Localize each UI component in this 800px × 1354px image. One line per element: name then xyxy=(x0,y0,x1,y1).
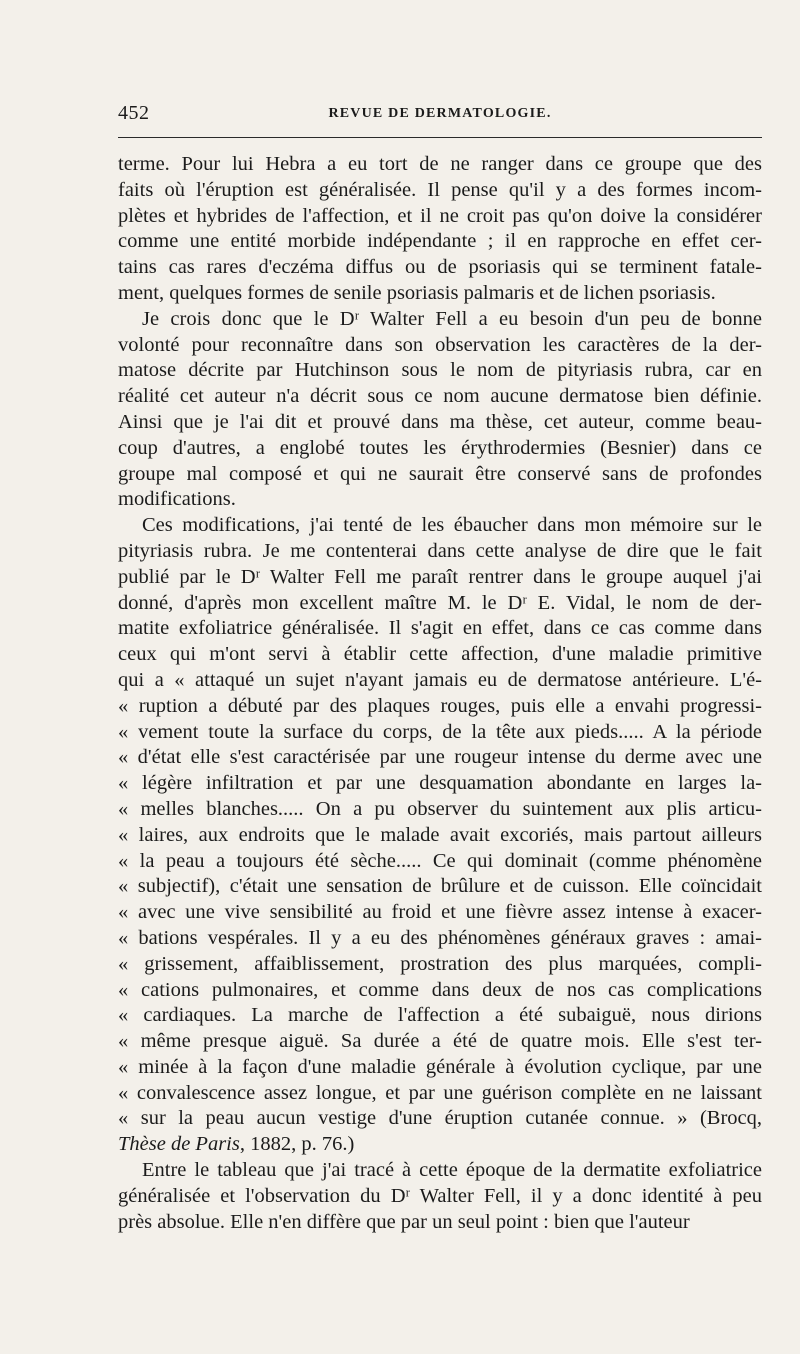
body-text xyxy=(118,152,762,1235)
text-line: « convalescence assez longue, et par une guérison complète en ne laissant xyxy=(118,1081,762,1104)
text-line: ceux qui m'ont servi à établir cette affection, d'une maladie primitive xyxy=(118,643,762,666)
text-line: « ruption a débuté par des plaques rouges, puis elle a envahi progressi- xyxy=(118,694,762,717)
text-line: Ces modifications, j'ai tenté de les ébaucher dans mon mémoire sur le xyxy=(142,514,762,537)
text-line: terme. Pour lui Hebra a eu tort de ne ranger dans ce groupe que des xyxy=(118,153,762,175)
header-rule xyxy=(118,137,762,138)
text-line: Entre le tableau que j'ai tracé à cette époque de la dermatite exfoliatrice xyxy=(142,1159,762,1182)
text-line: Thèse de Paris, 1882, p. 76.) xyxy=(118,1133,355,1156)
text-line: modifications. xyxy=(118,488,236,511)
text-line: comme une entité morbide indépendante ; il en rapproche en effet cer- xyxy=(118,230,762,253)
page-number: 452 xyxy=(118,102,150,124)
text-line: « cardiaques. La marche de l'affection a été subaiguë, nous dirions xyxy=(118,1004,762,1027)
text-line: « laires, aux endroits que le malade avait excoriés, mais partout ailleurs xyxy=(118,823,762,846)
text-line: « vement toute la surface du corps, de la tête aux pieds..... A la période xyxy=(118,720,762,743)
text-line: « d'état elle s'est caractérisée par une rougeur intense du derme avec une xyxy=(118,746,762,769)
text-line: « même presque aiguë. Sa durée a été de quatre mois. Elle s'est ter- xyxy=(118,1030,762,1053)
text-line: groupe mal composé et qui ne saurait être conservé sans de profondes xyxy=(118,462,762,485)
text-line: « avec une vive sensibilité au froid et une fièvre assez intense à exacer- xyxy=(118,901,762,924)
text-line: Je crois donc que le Dʳ Walter Fell a eu besoin d'un peu de bonne xyxy=(142,307,762,330)
text-line: « grissement, affaiblissement, prostration des plus marquées, compli- xyxy=(118,952,762,975)
text-line: réalité cet auteur n'a décrit sous ce nom aucune dermatose bien définie. xyxy=(118,385,762,408)
text-line: « subjectif), c'était une sensation de brûlure et de cuisson. Elle coïncidait xyxy=(118,875,762,898)
text-line: ment, quelques formes de senile psoriasis palmaris et de lichen psoriasis. xyxy=(118,281,716,304)
text-line: « cations pulmonaires, et comme dans deux de nos cas complications xyxy=(118,978,762,1001)
text-line: plètes et hybrides de l'affection, et il ne croit pas qu'on doive la considérer xyxy=(118,204,762,227)
text-line: « melles blanches..... On a pu observer du suintement aux plis articu- xyxy=(118,797,762,820)
text-line: coup d'autres, a englobé toutes les érythrodermies (Besnier) dans ce xyxy=(118,436,762,459)
text-line: « bations vespérales. Il y a eu des phénomènes généraux graves : amai- xyxy=(118,926,762,949)
text-line: « légère infiltration et par une desquamation abondante en larges la- xyxy=(118,772,762,795)
text-line: matose décrite par Hutchinson sous le nom de pityriasis rubra, car en xyxy=(118,359,762,382)
text-line: qui a « attaqué un sujet n'ayant jamais eu de dermatose antérieure. L'é- xyxy=(118,668,762,691)
text-line: volonté pour reconnaître dans son observation les caractères de la der- xyxy=(118,333,762,356)
text-line: « la peau a toujours été sèche..... Ce qui dominait (comme phénomène xyxy=(118,849,762,872)
page-header xyxy=(118,102,762,128)
text-line: publié par le Dʳ Walter Fell me paraît rentrer dans le groupe auquel j'ai xyxy=(118,565,762,588)
text-line: « sur la peau aucun vestige d'une éruption cutanée connue. » (Brocq, xyxy=(118,1107,762,1130)
paragraph xyxy=(118,307,762,513)
text-line: « minée à la façon d'une maladie générale à évolution cyclique, par une xyxy=(118,1055,762,1078)
text-line: faits où l'éruption est généralisée. Il pense qu'il y a des formes incom- xyxy=(118,178,762,201)
text-line: généralisée et l'observation du Dʳ Walter Fell, il y a donc identité à peu xyxy=(118,1184,762,1207)
text-line: tains cas rares d'eczéma diffus ou de psoriasis qui se terminent fatale- xyxy=(118,256,762,279)
text-line: matite exfoliatrice généralisée. Il s'agit en effet, dans ce cas comme dans xyxy=(118,617,762,640)
text-line: Ainsi que je l'ai dit et prouvé dans ma thèse, cet auteur, comme beau- xyxy=(118,410,762,433)
text-line: pityriasis rubra. Je me contenterai dans cette analyse de dire que le fait xyxy=(118,539,762,562)
paragraph xyxy=(118,513,762,1158)
paragraph xyxy=(118,1158,762,1235)
running-title: REVUE DE DERMATOLOGIE. xyxy=(328,106,552,121)
paragraph xyxy=(118,152,762,307)
text-line: près absolue. Elle n'en diffère que par un seul point : bien que l'auteur xyxy=(118,1210,690,1233)
text-line: donné, d'après mon excellent maître M. le Dʳ E. Vidal, le nom de der- xyxy=(118,591,762,614)
